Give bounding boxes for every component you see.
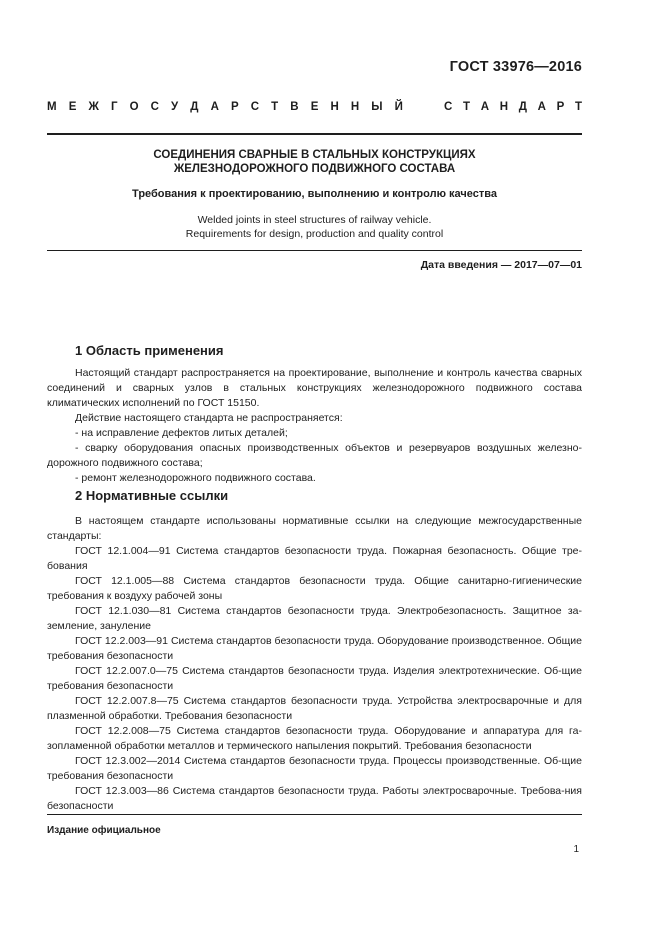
footer-divider bbox=[47, 814, 582, 815]
banner-letter: Т bbox=[271, 101, 279, 113]
reference-item: ГОСТ 12.1.004—91 Система стандартов безопасности труда. Пожарная безопасность. Общие тре-бования bbox=[47, 545, 582, 572]
banner-letter: Й bbox=[394, 101, 403, 113]
banner-letter: Г bbox=[110, 101, 118, 113]
list-item: - ремонт железнодорожного подвижного состава. bbox=[75, 472, 316, 484]
reference-item: ГОСТ 12.2.007.0—75 Система стандартов безопасности труда. Изделия электротехнические. Об-щие требования безопасности bbox=[47, 665, 582, 692]
banner-letter: Т bbox=[463, 101, 471, 113]
banner-letter: А bbox=[210, 101, 219, 113]
banner-letter: Ы bbox=[371, 101, 383, 113]
title-line: ЖЕЛЕЗНОДОРОЖНОГО ПОДВИЖНОГО СОСТАВА bbox=[173, 163, 456, 175]
paragraph: Действие настоящего стандарта не распространяется: bbox=[75, 412, 343, 424]
header-divider bbox=[47, 133, 582, 135]
reference-item: ГОСТ 12.1.030—81 Система стандартов безопасности труда. Электробезопасность. Защитное за-земление, зануление bbox=[47, 605, 582, 632]
banner-letter: В bbox=[290, 101, 299, 113]
list-item: - на исправление дефектов литых деталей; bbox=[75, 427, 288, 439]
banner-letter: О bbox=[129, 101, 139, 113]
banner-letter: Н bbox=[499, 101, 509, 113]
reference-item: ГОСТ 12.2.008—75 Система стандартов безопасности труда. Оборудование и аппаратура для га-зопламенной обработки металлов и термического напыления покрытий. Требования безопасности bbox=[47, 725, 582, 752]
document-title bbox=[47, 148, 582, 176]
banner-letter: Д bbox=[190, 101, 199, 113]
banner-letter: С bbox=[150, 101, 159, 113]
section-heading-scope: 1 Область применения bbox=[75, 343, 224, 358]
english-title bbox=[47, 213, 582, 241]
introduction-date: Дата введения — 2017—07—01 bbox=[420, 259, 582, 271]
paragraph: В настоящем стандарте использованы нормативные ссылки на следующие межгосударственные стандарты: bbox=[47, 515, 582, 542]
section-body-scope bbox=[47, 366, 582, 486]
official-edition-label: Издание официальное bbox=[47, 825, 161, 836]
banner-letter: Ж bbox=[88, 101, 99, 113]
banner-word-standard bbox=[444, 101, 582, 113]
reference-item: ГОСТ 12.2.007.8—75 Система стандартов безопасности труда. Устройства электросварочные и для плазменной обработки. Требования безопасности bbox=[47, 695, 582, 722]
banner-letter: Е bbox=[310, 101, 319, 113]
banner-letter: А bbox=[480, 101, 490, 113]
banner-letter: А bbox=[537, 101, 546, 113]
banner-letter: У bbox=[171, 101, 179, 113]
reference-item: ГОСТ 12.1.005—88 Система стандартов безопасности труда. Общие санитарно-гигиенические требования к воздуху рабочей зоны bbox=[47, 575, 582, 602]
interstate-standard-banner bbox=[47, 101, 582, 113]
banner-letter: Р bbox=[230, 101, 239, 113]
english-title-line: Welded joints in steel structures of railway vehicle. bbox=[197, 214, 432, 226]
section-body-references bbox=[47, 514, 582, 814]
banner-letter: М bbox=[47, 101, 57, 113]
english-title-line: Requirements for design, production and quality control bbox=[185, 228, 444, 240]
section-heading-references: 2 Нормативные ссылки bbox=[75, 488, 229, 503]
reference-item: ГОСТ 12.3.002—2014 Система стандартов безопасности труда. Процессы производственные. Об-щие требования безопасности bbox=[47, 755, 582, 782]
banner-letter: Н bbox=[330, 101, 339, 113]
banner-letter: Е bbox=[68, 101, 77, 113]
title-line: СОЕДИНЕНИЯ СВАРНЫЕ В СТАЛЬНЫХ КОНСТРУКЦИЯХ bbox=[153, 149, 476, 161]
banner-letter: Д bbox=[518, 101, 527, 113]
banner-letter: Р bbox=[556, 101, 565, 113]
page-number: 1 bbox=[573, 844, 579, 855]
banner-letter: С bbox=[444, 101, 453, 113]
title-divider bbox=[47, 250, 582, 251]
banner-word-interstate bbox=[47, 101, 403, 113]
document-subtitle: Требования к проектированию, выполнению и контролю качества bbox=[132, 188, 497, 200]
banner-letter: Т bbox=[574, 101, 582, 113]
reference-item: ГОСТ 12.3.003—86 Система стандартов безопасности труда. Работы электросварочные. Требова-ния безопасности bbox=[47, 785, 582, 812]
list-item: - сварку оборудования опасных производственных объектов и резервуаров воздушных железно-дорожного подвижного состава; bbox=[47, 442, 582, 469]
banner-letter: Н bbox=[350, 101, 360, 113]
banner-letter: С bbox=[250, 101, 260, 113]
standard-number: ГОСТ 33976—2016 bbox=[449, 59, 582, 75]
reference-item: ГОСТ 12.2.003—91 Система стандартов безопасности труда. Оборудование производственное. Общие требования безопасности bbox=[47, 635, 582, 662]
paragraph: Настоящий стандарт распространяется на проектирование, выполнение и контроль качества сварных соединений и сварных узлов в стальных конструкциях железнодорожного подвижного состава климатических исполнений по ГОСТ 15150. bbox=[47, 367, 582, 409]
